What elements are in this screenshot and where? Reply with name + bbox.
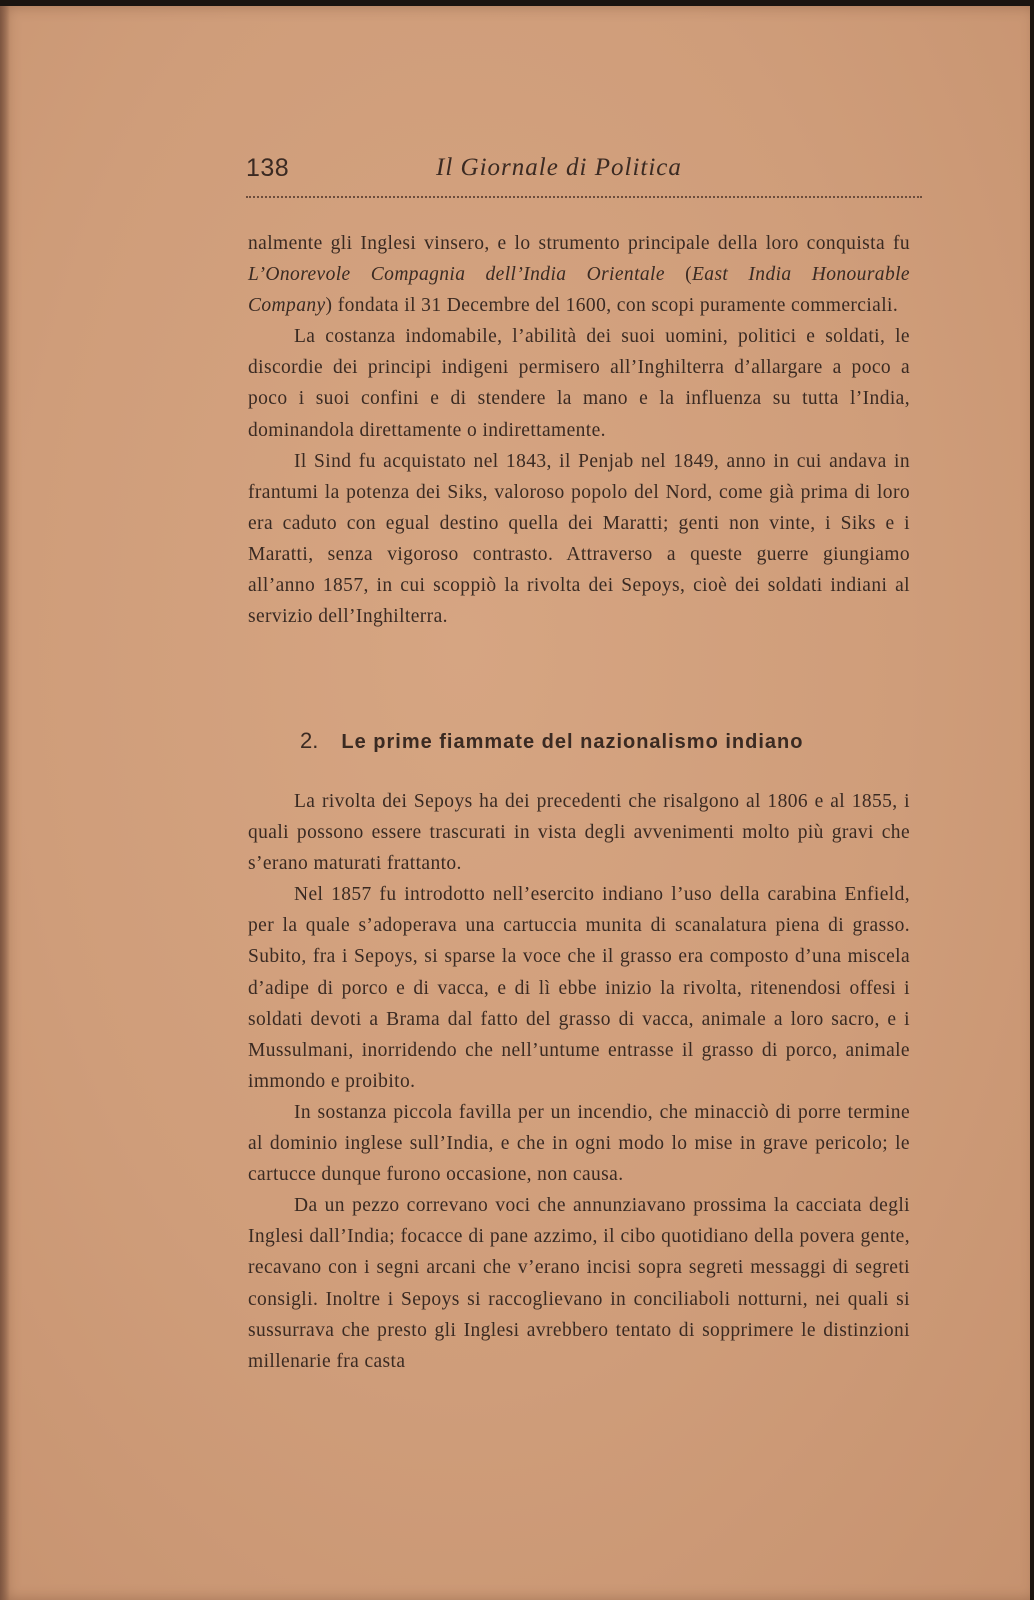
paragraph-5: Nel 1857 fu introdotto nell’esercito indiano l’uso della carabina Enfield, per la quale s’adoperava una cartuccia munita di scanalatura piena di grasso. Subito, fra i Sepoys, si sparse la voce che il grasso era composto d’una miscela d’adipe di porco e di vacca, e di lì ebbe inizio la rivolta, ritenendosi offesi i soldati devoti a Brama dal fatto del grasso di vacca, animale a loro sacro, e i Mussulmani, inorridendo che nell’untume entrasse il grasso di porco, animale immondo e proibito.: [248, 884, 910, 1092]
paragraph-7: Da un pezzo correvano voci che annunziavano prossima la cacciata degli Inglesi dall’India; focacce di pane azzimo, il cibo quotidiano della povera gente, recavano con i segni arcani che v’erano incisi sopra segreti messaggi di segreti consigli. Inoltre i Sepoys si raccoglievano in conciliaboli notturni, nei quali si sussurrava che presto gli Inglesi avrebbero tentato di sopprimere le distinzioni millenarie fra casta: [248, 1195, 910, 1372]
italic-company-name: L’Onorevole Compagnia dell’India Orientale: [248, 264, 665, 286]
page-header: [246, 154, 922, 190]
italic-english-name: East India Honourable Company: [248, 264, 910, 317]
section-heading: [300, 728, 900, 754]
page-number: 138: [246, 154, 290, 182]
section-number: 2.: [300, 728, 319, 753]
running-title: Il Giornale di Politica: [436, 154, 682, 181]
paragraph-1: [248, 228, 910, 321]
paragraph-6: In sostanza piccola favilla per un incendio, che minacciò di porre termine al dominio inglese sull’India, e che in ogni modo lo mise in grave pericolo; le cartucce dunque furono occasione, non causa.: [248, 1101, 910, 1186]
body-text-bottom: [248, 786, 910, 1377]
paragraph-4: La rivolta dei Sepoys ha dei precedenti che risalgono al 1806 e al 1855, i quali possono essere trascurati in vista degli avvenimenti molto più gravi che s’erano maturati frattanto.: [248, 791, 910, 875]
body-text-top: [248, 228, 910, 632]
text-run: nalmente gli Inglesi vinsero, e lo strumento principale della loro conquista fu: [248, 233, 910, 254]
book-page: [0, 6, 1030, 1600]
header-dotted-rule: [246, 196, 922, 198]
section-title: Le prime fiammate del nazionalismo indiano: [341, 731, 804, 753]
text-run: ) fondata il 31 Decembre del 1600, con scopi puramente commerciali.: [325, 295, 899, 317]
page-edge-shadow: [0, 6, 10, 1600]
text-run: (: [664, 264, 692, 286]
paragraph-3: Il Sind fu acquistato nel 1843, il Penjab nel 1849, anno in cui andava in frantumi la potenza dei Siks, valoroso popolo del Nord, come già prima di loro era caduto con egual destino quella dei Maratti; genti non vinte, i Siks e i Maratti, senza vigoroso contrasto. Attraverso a queste guerre giungiamo all’anno 1857, in cui scoppiò la rivolta dei Sepoys, cioè dei soldati indiani al servizio dell’Inghilterra.: [248, 450, 910, 628]
paragraph-2: La costanza indomabile, l’abilità dei suoi uomini, politici e soldati, le discordie dei principi indigeni permisero all’Inghilterra d’allargare a poco a poco i suoi confini e di stendere la mano e la influenza su tutta l’India, dominandola direttamente o indirettamente.: [248, 326, 910, 441]
